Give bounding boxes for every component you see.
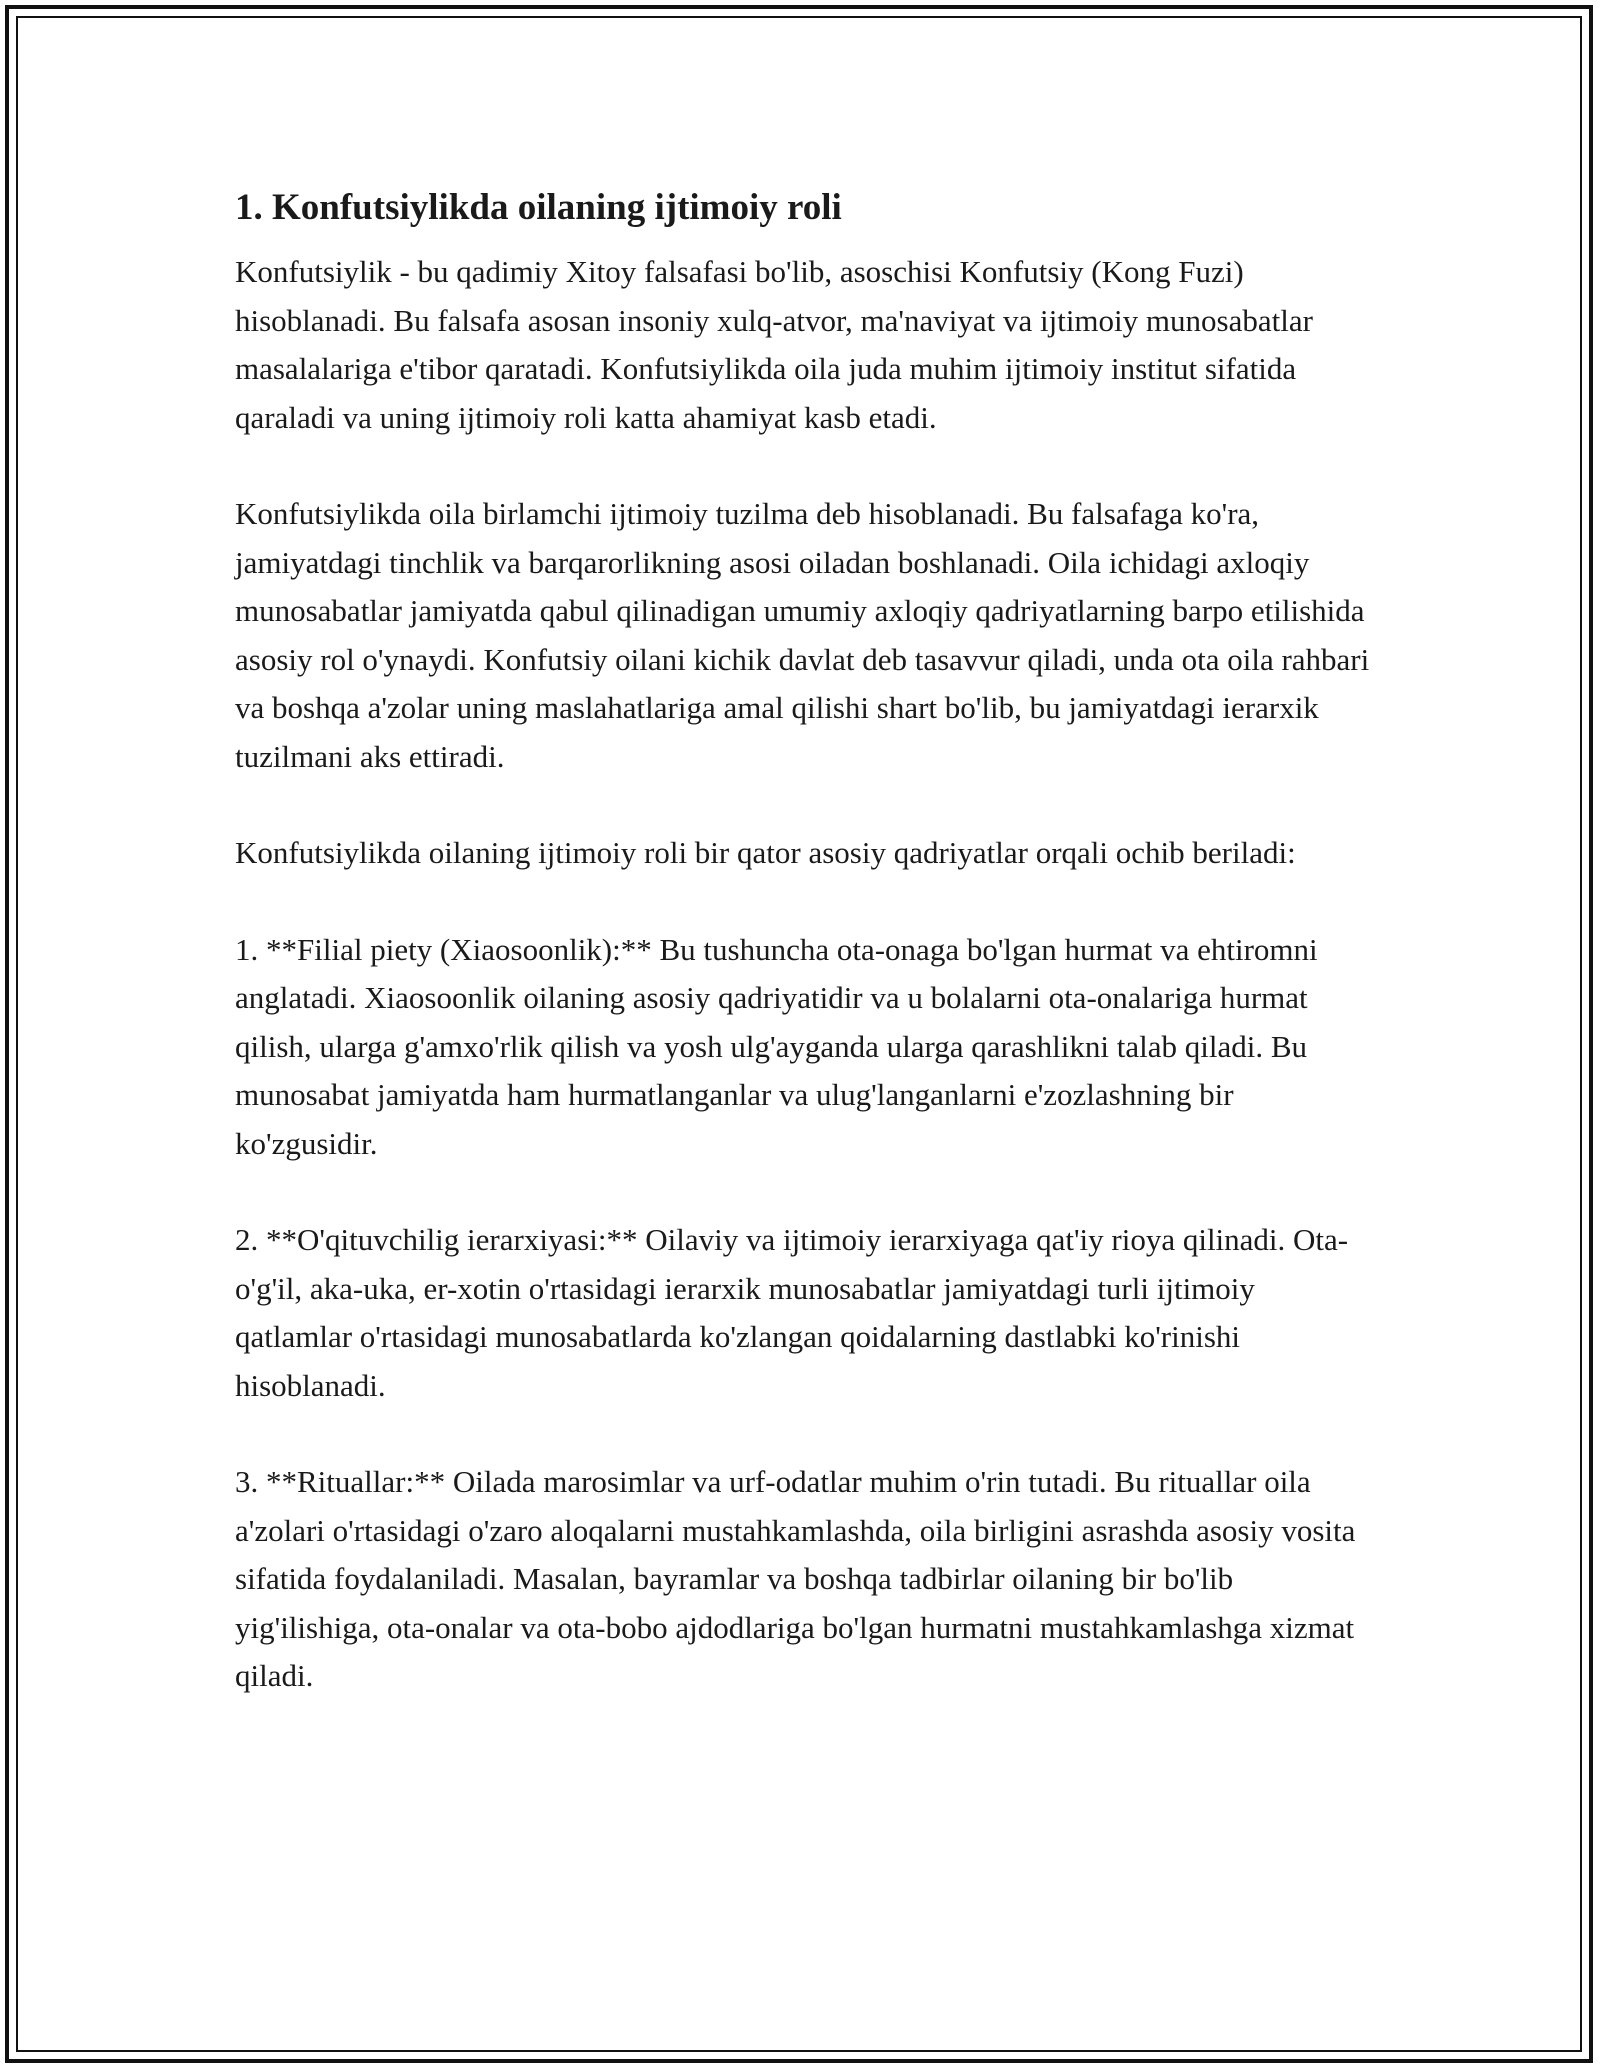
list-item-rituals: 3. **Rituallar:** Oilada marosimlar va urf-odatlar muhim o'rin tutadi. Bu rituallar oila a'zolari o'rtasidagi o'zaro aloqalarni mustahkamlashda, oila birligini asrashda asosiy vosita sifatida foydalaniladi. Masalan, bayramlar va boshqa tadbirlar oilaning bir bo'lib yig'ilishiga, ota-onalar va ota-bobo ajdodlariga bo'lgan hurmatni mustahkamlashga xizmat qiladi. bbox=[235, 1464, 1356, 1693]
paragraph-values-intro: Konfutsiylikda oilaning ijtimoiy roli bir qator asosiy qadriyatlar orqali ochib beriladi: bbox=[235, 835, 1296, 870]
paragraph-intro: Konfutsiylik - bu qadimiy Xitoy falsafasi bo'lib, asoschisi Konfutsiy (Kong Fuzi) hisoblanadi. Bu falsafa asosan insoniy xulq-atvor, ma'naviyat va ijtimoiy munosabatlar masalalariga e'tibor qaratadi. Konfutsiylikda oila juda muhim ijtimoiy institut sifatida qaraladi va uning ijtimoiy roli katta ahamiyat kasb etadi. bbox=[235, 254, 1313, 435]
list-item-filial-piety: 1. **Filial piety (Xiaosoonlik):** Bu tushuncha ota-onaga bo'lgan hurmat va ehtiromni anglatadi. Xiaosoonlik oilaning asosiy qadriyatidir va u bolalarni ota-onalariga hurmat qilish, ularga g'amxo'rlik qilish va yosh ulg'ayganda ularga qarashlikni talab qiladi. Bu munosabat jamiyatda ham hurmatlanganlar va ulug'langanlarni e'zozlashning bir ko'zgusidir. bbox=[235, 931, 1318, 1161]
paragraph-family-structure: Konfutsiylikda oila birlamchi ijtimoiy tuzilma deb hisoblanadi. Bu falsafaga ko'ra, jamiyatdagi tinchlik va barqarorlikning asosi oiladan boshlanadi. Oila ichidagi axloqiy munosabatlar jamiyatda qabul qilinadigan umumiy axloqiy qadriyatlarning barpo etilishida asosiy rol o'ynaydi. Konfutsiy oilani kichik davlat deb tasavvur qiladi, unda ota oila rahbari va boshqa a'zolar uning maslahatlariga amal qilishi shart bo'lib, bu jamiyatdagi ierarxik tuzilmani aks ettiradi. bbox=[235, 496, 1370, 774]
document-body bbox=[235, 184, 1375, 1749]
section-heading: 1. Konfutsiylikda oilaning ijtimoiy roli bbox=[235, 187, 842, 228]
list-item-hierarchy: 2. **O'qituvchilig ierarxiyasi:** Oilaviy va ijtimoiy ierarxiyaga qat'iy rioya qilinadi. Ota-o'g'il, aka-uka, er-xotin o'rtasidagi ierarxik munosabatlar jamiyatdagi turli ijtimoiy qatlamlar o'rtasidagi munosabatlarda ko'zlangan qoidalarning dastlabki ko'rinishi hisoblanadi. bbox=[235, 1222, 1349, 1403]
